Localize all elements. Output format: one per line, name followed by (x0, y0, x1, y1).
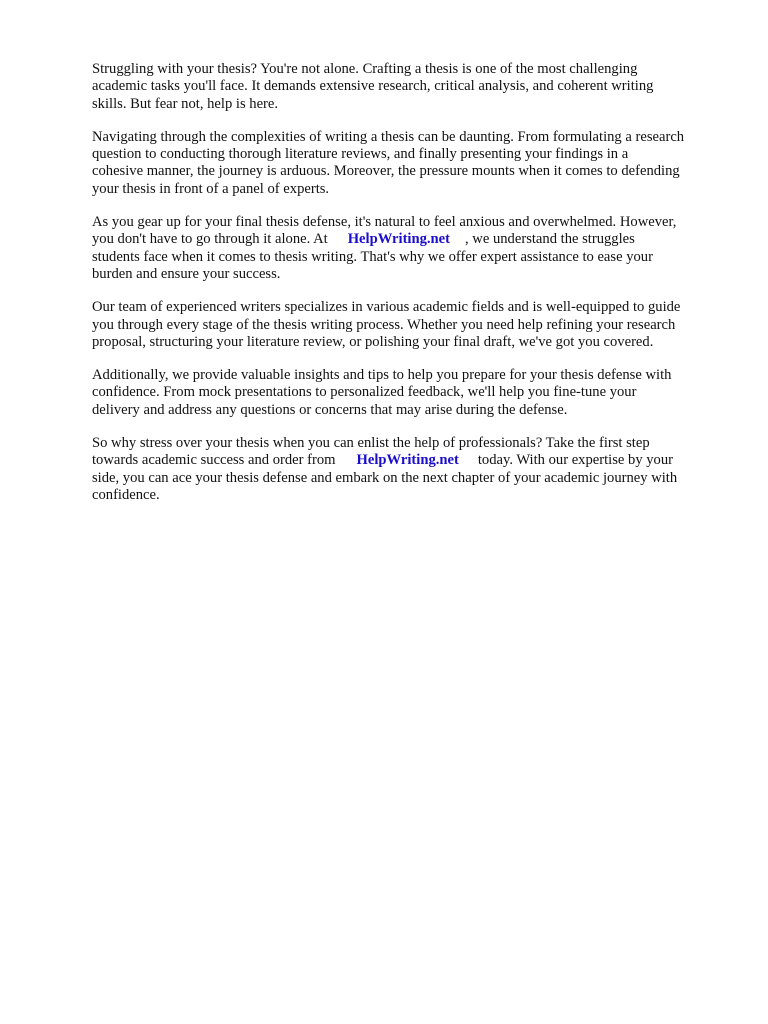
text-line: confidence. From mock presentations to personalized feedback, we'll help you fine-tune your (92, 384, 637, 401)
text-line: academic tasks you'll face. It demands extensive research, critical analysis, and coherent writing (92, 78, 654, 95)
text-segment: towards academic success and order from (92, 452, 336, 469)
paragraph-intro (92, 61, 742, 113)
text-line: you through every stage of the thesis writing process. Whether you need help refining your research (92, 316, 676, 333)
text-line: Navigating through the complexities of writing a thesis can be daunting. From formulating a research (92, 128, 685, 145)
paragraph-defense (92, 214, 742, 283)
text-segment: today. With our expertise by your (477, 452, 674, 469)
text-line: question to conducting thorough literature reviews, and finally presenting your findings in a (92, 146, 629, 163)
helpwriting-link[interactable]: HelpWriting.net (347, 231, 450, 248)
text-line-with-link (92, 231, 742, 248)
text-line: Our team of experienced writers specializes in various academic fields and is well-equipped to guide (92, 299, 681, 316)
text-segment: , we understand the struggles (465, 231, 635, 248)
paragraph-closing (92, 435, 742, 504)
text-line: Struggling with your thesis? You're not alone. Crafting a thesis is one of the most challenging (92, 61, 638, 77)
paragraph-complexities (92, 129, 742, 198)
text-line: So why stress over your thesis when you can enlist the help of professionals? Take the first step (92, 435, 650, 452)
helpwriting-link[interactable]: HelpWriting.net (356, 452, 459, 469)
text-line: delivery and address any questions or concerns that may arise during the defense. (92, 401, 568, 418)
text-line: students face when it comes to thesis writing. That's why we offer expert assistance to ease your (92, 248, 653, 265)
document-body (92, 61, 742, 520)
text-line-with-link (92, 452, 742, 469)
text-line: As you gear up for your final thesis defense, it's natural to feel anxious and overwhelmed. However, (92, 214, 677, 231)
text-line: skills. But fear not, help is here. (92, 95, 279, 112)
text-line: Additionally, we provide valuable insights and tips to help you prepare for your thesis defense with (92, 367, 672, 384)
paragraph-team (92, 299, 742, 351)
text-line: proposal, structuring your literature review, or polishing your final draft, we've got you covered. (92, 333, 654, 350)
paragraph-insights (92, 367, 742, 419)
text-line: cohesive manner, the journey is arduous. Moreover, the pressure mounts when it comes to defending (92, 163, 680, 180)
text-segment: you don't have to go through it alone. At (92, 231, 328, 248)
text-line: side, you can ace your thesis defense and embark on the next chapter of your academic journey with (92, 469, 678, 486)
text-line: confidence. (92, 486, 160, 503)
text-line: burden and ensure your success. (92, 265, 281, 282)
text-line: your thesis in front of a panel of experts. (92, 180, 330, 197)
